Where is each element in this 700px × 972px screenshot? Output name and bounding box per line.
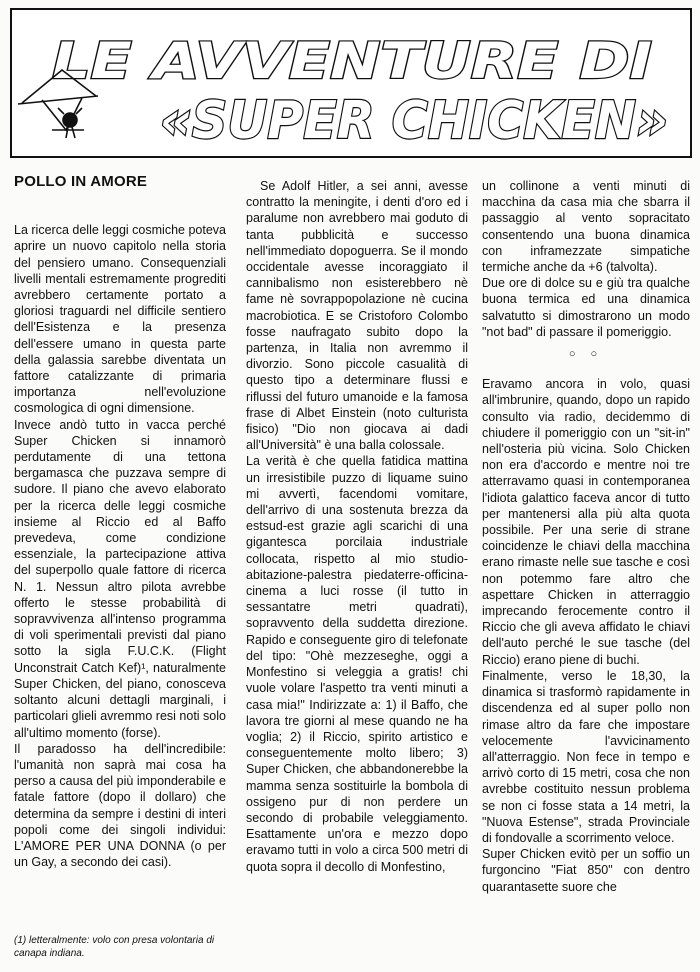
paragraph: Eravamo ancora in volo, quasi all'imbrunire, quando, dopo un rapido consulto via radio, decidemmo di chiudere il pomeriggio con un "sit-in" nell'osteria più vicina. Solo Chicken non era d'accordo e mentre noi tre atterravamo quasi in contemporanea l'idiota galattico faceva ancor di tutto per mantenersi alla più alta quota possibile. Per una serie di strane coincidenze le chiavi della macchina erano rimaste nelle sue tasche e così non potemmo fare altro che aspettare Chicken in atterraggio imprecando ferocemente contro il Riccio che gli aveva affidato le chiavi dell'auto perché le sue tasche (del Riccio) erano piene di buchi. <box>482 377 690 667</box>
paragraph: Finalmente, verso le 18,30, la dinamica si trasformò rapidamente in discendenza ed al super pollo non rimase altro da fare che impostare velocemente l'avvicinamento all'atterraggio. Non fece in tempo e arrivò corto di 15 metri, cosa che non avrebbe costituito nessun problema se non ci fosse stata a 14 metri, la "Nuova Estense", strada Provinciale di fondovalle a scorrimento veloce. <box>482 668 690 845</box>
paragraph: La ricerca delle leggi cosmiche poteva aprire un nuovo capitolo nella storia del pensiero umano. Consequenziali livelli mentali estremamente progrediti avrebbero certamente portato a gloriosi traguardi nel difficile sentiero dell'Esistenza e la presenza dell'essere umano in questa parte della galassia sarebbe diventata un fattore catalizzante di primaria importanza nell'evoluzione cosmologica di ogni dimensione. <box>14 223 226 416</box>
paragraph: un collinone a venti minuti di macchina da casa mia che sbarra il passaggio al vento sopracitato consentendo una buona dinamica con inframezzate simpatiche termiche anche da +6 (talvolta). <box>482 179 690 275</box>
footnote: (1) letteralmente: volo con presa volontaria di canapa indiana. <box>14 935 215 959</box>
title-banner <box>10 8 692 158</box>
text-column-3 <box>482 178 690 968</box>
banner-artwork <box>12 10 690 156</box>
article-title: POLLO IN AMORE <box>14 174 148 190</box>
text-column-1 <box>14 174 226 964</box>
paragraph: Due ore di dolce su e giù tra qualche buona termica ed una dinamica salvatutto si dimostrarono un modo "not bad" di passare il pomeriggio. <box>482 276 690 339</box>
section-separator: ○ ○ <box>568 348 604 361</box>
paragraph: Se Adolf Hitler, a sei anni, avesse contratto la meningite, i denti d'oro ed i paralume non avrebbero mai goduto di tanta pubblicità e successo nell'immediato dopoguerra. Se il mondo occidentale avesse incoraggiato il cannibalismo non esisterebbero nè fame nè sovrappopolazione nè cucina macrobiotica. E se Cristoforo Colombo fosse naufragato subito dopo la partenza, in Italia non avremmo il divorzio. Sono piccole casualità di questo tipo a determinare flussi e riflussi del futuro umanoide e la famosa frase di Albet Einstein (noto culturista fisico) "Dio non giocava ai dadi all'Università" è una balla colossale. <box>246 179 468 453</box>
banner-title-line1: LE AVVENTURE DI <box>52 32 652 90</box>
paragraph: Invece andò tutto in vacca perché Super Chicken si innamorò perdutamente di una tettona bergamasca che puzzava sempre di sudore. Il piano che avevo elaborato per la ricerca delle leggi cosmiche insieme al Riccio ed al Baffo prevedeva, come condizione essenziale, la partecipazione attiva del superpollo quale fattore di ricerca N. 1. Nessun altro pilota avrebbe offerto le stesse probabilità di sopravvivenza all'intenso programma di voli sperimentali previsti dal piano sotto la sigla F.U.C.K. (Flight Unconstrait Catch Kef)¹, naturalmente Super Chicken, del piano, conosceva soltanto alcuni dettagli marginali, i particolari glieli avremmo resi noti solo all'ultimo momento (forse). <box>14 417 226 740</box>
banner-title-line2: «SUPER CHICKEN» <box>160 91 668 151</box>
paragraph: La verità è che quella fatidica mattina un irresistibile puzzo di liquame suino mi avvertì, facendomi vomitare, dell'arrivo di una sostenuta brezza da estsud-est grazie agli scarichi di una gigantesca porcilaia industriale collocata, rispetto al mio studio-abitazione-palestra piedaterre-officina-cinema a luci rosse (il tutto in sessantatre metri quadrati), sopravvento della suddetta direzione. Rapido e conseguente giro di telefonate del tipo: "Ohè mezzeseghe, oggi a Monfestino si veleggia a gratis! chi vuole volare l'aspetto tra venti minuti a casa mia!" Indirizzate a: 1) il Baffo, che lavora tre giorni al mese quando ne ha voglia; 2) il Riccio, spirito artistico e conseguentemente molto libero; 3) Super Chicken, che abbandonerebbe la mamma senza sostituirle la bombola di ossigeno pur di non perdere un secondo di probabile veleggiamento. Esattamente un'ora e mezzo dopo eravamo tutti in volo a circa 500 metri di quota sopra il decollo di Monfestino, <box>246 454 468 874</box>
paragraph: Il paradosso ha dell'incredibile: l'umanità non saprà mai cosa ha perso a causa del più imponderabile e fatale fattore (dopo il dollaro) che determina da sempre i destini di interi popoli come dei singoli individui: L'AMORE PER UNA DONNA (o per un Gay, a secondo dei casi). <box>14 741 226 870</box>
paragraph: Super Chicken evitò per un soffio un furgoncino "Fiat 850" con dentro quarantasette suore che <box>482 847 690 894</box>
text-column-2 <box>246 178 468 968</box>
